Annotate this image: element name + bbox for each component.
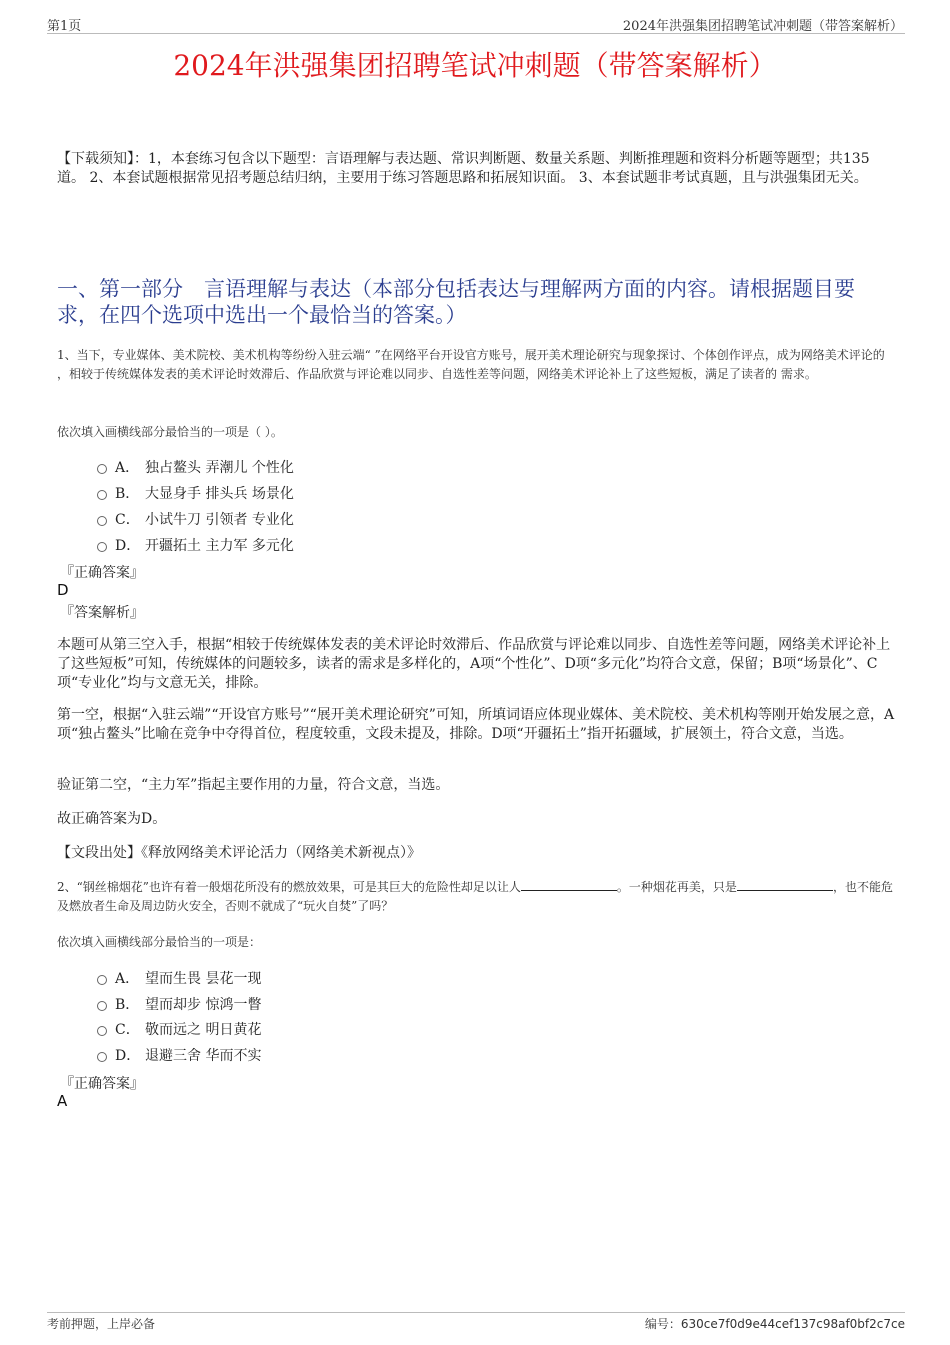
option-text: 开疆拓土 主力军 多元化	[145, 538, 294, 554]
q2-stem-part: 。一种烟花再美，只是	[616, 880, 737, 894]
radio-icon[interactable]	[97, 1001, 107, 1011]
fill-blank	[521, 878, 617, 891]
radio-icon[interactable]	[97, 542, 107, 552]
radio-icon[interactable]	[97, 464, 107, 474]
q2-option-c[interactable]	[97, 1019, 261, 1039]
option-letter: A．	[115, 971, 140, 987]
q1-answer: D	[57, 581, 69, 599]
option-text: 敬而远之 明日黄花	[145, 1022, 262, 1038]
option-letter: D．	[115, 538, 141, 554]
footer-slogan: 考前押题，上岸必备	[47, 1317, 156, 1331]
q2-prompt: 依次填入画横线部分最恰当的一项是：	[57, 935, 262, 949]
q1-answer-label: 『正确答案』	[60, 565, 144, 581]
radio-icon[interactable]	[97, 516, 107, 526]
doc-code-value: 630ce7f0d9e44cef137c98af0bf2c7ce	[680, 1317, 905, 1331]
doc-code-label: 编号：	[644, 1317, 681, 1331]
q1-option-d[interactable]	[97, 535, 294, 555]
footer-divider	[47, 1312, 905, 1313]
q2-option-d[interactable]	[97, 1045, 261, 1065]
option-text: 望而生畏 昙花一现	[145, 971, 262, 987]
q1-prompt: 依次填入画横线部分最恰当的一项是（ ）。	[57, 425, 283, 439]
page-number: 第1页	[47, 19, 82, 34]
option-letter: D．	[115, 1048, 141, 1064]
q1-option-a[interactable]	[97, 457, 294, 477]
q2-stem-part: 2、“钢丝棉烟花”也许有着一般烟花所没有的燃放效果，可是其巨大的危险性却足以让人	[57, 880, 521, 894]
option-letter: C．	[115, 1022, 140, 1038]
q1-analysis-paragraph: 本题可从第三空入手，根据“相较于传统媒体发表的美术评论时效滞后、作品欣赏与评论难以同步、自选性差等问题，网络美术评论补上了这些短板”可知，传统媒体的问题较多，读者的需求是多样化的，A项“个性化”、D项“多元化”均符合文意，保留；B项“场景化”、C项“专业化”均与文意无关，排除。	[57, 637, 891, 691]
q2-option-b[interactable]	[97, 994, 261, 1014]
option-letter: A．	[115, 460, 140, 476]
q2-stem-part: ，也不能危及燃放者生命及周边防火安全，否则不就成了“玩火自焚”了吗？	[57, 880, 893, 913]
option-letter: B．	[115, 486, 140, 502]
download-notice: 【下载须知】：1，本套练习包含以下题型：言语理解与表达题、常识判断题、数量关系题、判断推理题和资料分析题等题型；共135道。 2、本套试题根据常见招考题总结归纳，主要用于练习答题思路和拓展知识面。 3、本套试题非考试真题，且与洪强集团无关。	[57, 151, 870, 186]
radio-icon[interactable]	[97, 1052, 107, 1062]
q2-option-a[interactable]	[97, 968, 261, 988]
q1-option-c[interactable]	[97, 509, 294, 529]
fill-blank	[737, 878, 833, 891]
radio-icon[interactable]	[97, 975, 107, 985]
footer-doc-code	[645, 1315, 905, 1332]
q2-answer: A	[57, 1092, 68, 1110]
q1-stem: 1、当下，专业媒体、美术院校、美术机构等纷纷入驻云端“ ”在网络平台开设官方账号，展开美术理论研究与现象探讨、个体创作评点，成为网络美术评论的 ，相较于传统媒体发表的美术评论时效滞后、作品欣赏与评论难以同步、自选性差等问题，网络美术评论补上了这些短板，满足了读者的 需求。	[57, 348, 885, 381]
q1-analysis-label: 『答案解析』	[60, 605, 144, 621]
q1-analysis-paragraph: 故正确答案为D。	[57, 811, 167, 827]
option-text: 独占鳌头 弄潮儿 个性化	[145, 460, 294, 476]
option-text: 大显身手 排头兵 场景化	[145, 486, 294, 502]
q2-answer-label: 『正确答案』	[60, 1076, 144, 1092]
radio-icon[interactable]	[97, 1026, 107, 1036]
header-divider	[47, 33, 905, 34]
option-text: 退避三舍 华而不实	[145, 1048, 262, 1064]
q1-analysis-paragraph: 验证第二空，“主力军”指起主要作用的力量，符合文意，当选。	[57, 777, 450, 793]
q1-option-b[interactable]	[97, 483, 294, 503]
q1-analysis-paragraph: 第一空，根据“入驻云端”“开设官方账号”“展开美术理论研究”可知，所填词语应体现业媒体、美术院校、美术机构等刚开始发展之意，A项“独占鳌头”比喻在竞争中夺得首位，程度较重，文段未提及，排除。D项“开疆拓土”指开拓疆域，扩展领土，符合文意，当选。	[57, 707, 895, 742]
q2-stem	[57, 878, 895, 916]
option-letter: B．	[115, 997, 140, 1013]
section-heading: 一、第一部分 言语理解与表达（本部分包括表达与理解两方面的内容。请根据题目要求，在四个选项中选出一个最恰当的答案。）	[57, 277, 855, 327]
q1-source: 【文段出处】《释放网络美术评论活力（网络美术新视点）》	[57, 845, 421, 861]
option-text: 望而却步 惊鸿一瞥	[145, 997, 262, 1013]
option-text: 小试牛刀 引领者 专业化	[145, 512, 294, 528]
radio-icon[interactable]	[97, 490, 107, 500]
page-title: 2024年洪强集团招聘笔试冲刺题（带答案解析）	[173, 49, 777, 82]
header-doc-title: 2024年洪强集团招聘笔试冲刺题（带答案解析）	[622, 19, 903, 34]
option-letter: C．	[115, 512, 140, 528]
